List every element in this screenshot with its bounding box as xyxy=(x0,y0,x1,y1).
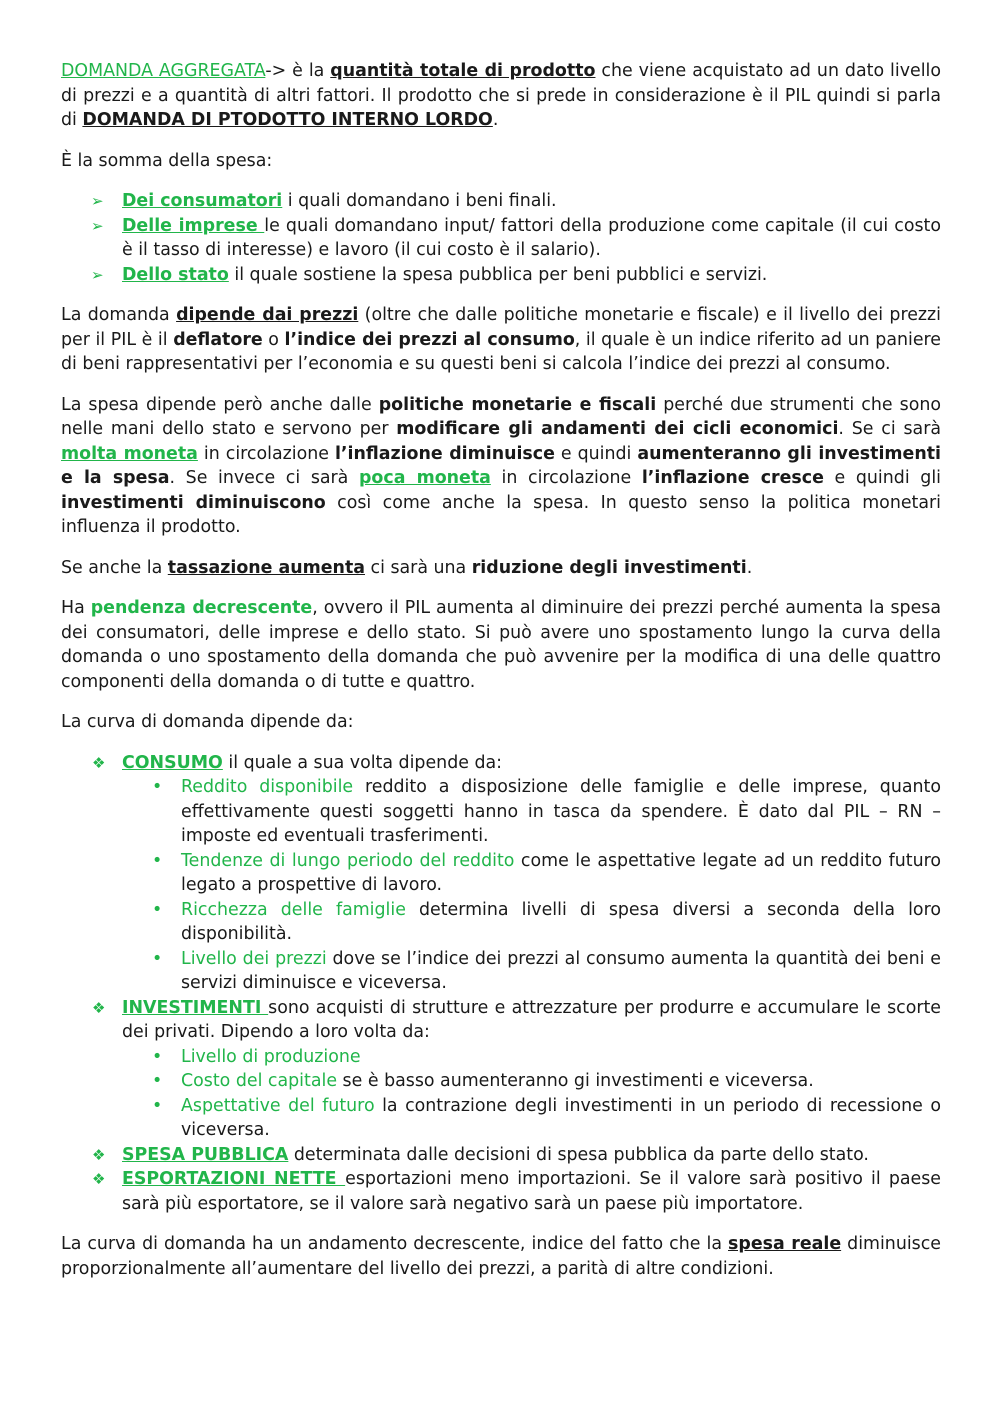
list-item xyxy=(61,263,941,288)
text: La domanda xyxy=(61,305,177,325)
list-item-term: INVESTIMENTI xyxy=(122,997,269,1018)
sublist-text: come le aspettative legate ad un reddito futuro legato a prospettive di lavoro. xyxy=(181,850,942,895)
text: . Se ci sarà xyxy=(838,419,941,439)
text: La curva di domanda ha un andamento decrescente, indice del fatto che la xyxy=(61,1234,729,1254)
list-item-esportazioni xyxy=(61,1167,941,1216)
term: riduzione degli investimenti xyxy=(471,557,747,578)
term: dipende dai prezzi xyxy=(176,305,359,325)
text: -> è la xyxy=(265,61,331,81)
consumo-sublist xyxy=(61,775,941,996)
text: . Se invece ci sarà xyxy=(169,468,359,488)
sublist-text: dove se l’indice dei prezzi al consumo aumenta la quantità dei beni e servizi diminuisce e viceversa. xyxy=(181,948,941,993)
sublist-term: Costo del capitale xyxy=(181,1071,338,1091)
term: modificare gli andamenti dei cicli economici xyxy=(396,419,839,439)
term: aumenteranno gli investimenti e la spesa xyxy=(61,443,941,488)
list-item-text: sono acquisti di strutture e attrezzature per produrre e accumulare le scorte dei privati. Dipendo a loro volta da: xyxy=(122,997,941,1042)
list-item-term: Delle imprese xyxy=(122,215,265,236)
sublist-item xyxy=(122,1045,941,1070)
paragraph-tassazione xyxy=(61,556,941,581)
investimenti-sublist xyxy=(61,1045,941,1143)
text: e quindi xyxy=(554,443,638,464)
sublist-term: Livello dei prezzi xyxy=(181,948,327,969)
paragraph-politiche xyxy=(61,393,941,540)
term: pendenza decrescente xyxy=(90,598,313,618)
list-item-consumo xyxy=(61,751,941,996)
sublist-term: Aspettative del futuro xyxy=(181,1095,375,1116)
term: investimenti diminuiscono xyxy=(61,492,326,513)
list-item-term: ESPORTAZIONI NETTE xyxy=(122,1169,346,1189)
term: molta moneta xyxy=(61,443,198,464)
sublist-text: determina livelli di spesa diversi a seconda della loro disponibilità. xyxy=(181,899,941,944)
text: perché due strumenti che sono nelle mani dello stato e servono per xyxy=(61,394,941,439)
text: . xyxy=(492,110,499,130)
term: l’inflazione diminuisce xyxy=(334,443,555,464)
text: , il quale è un indice riferito ad un paniere di beni rappresentativi per l’economia e su questi beni si calcola l’indice dei prezzi al consumo. xyxy=(61,329,941,374)
sublist-item xyxy=(122,849,941,898)
term-domanda-aggregata: DOMANDA AGGREGATA xyxy=(61,61,266,81)
list-item-term: SPESA PUBBLICA xyxy=(122,1144,289,1165)
text: diminuisce proporzionalmente all’aumentare del livello dei prezzi, a parità di altre condizioni. xyxy=(61,1234,941,1279)
componenti-list xyxy=(61,751,941,1217)
term: l’inflazione cresce xyxy=(641,468,824,488)
term-domanda-pil: DOMANDA DI PTODOTTO INTERNO LORDO xyxy=(82,110,493,130)
text: , ovvero il PIL aumenta al diminuire dei prezzi perché aumenta la spesa dei consumatori, delle imprese e dello stato. Si può avere uno spostamento lungo la curva della domanda o uno spostamento della domanda che può avvenire per la modifica di una delle quattro componenti della domanda o di tutte e quattro. xyxy=(61,598,942,692)
list-item-text: i quali domandano i beni finali. xyxy=(282,191,557,211)
list-item-spesa-pubblica xyxy=(61,1143,941,1168)
text: Se anche la xyxy=(61,557,168,578)
sublist-term: Tendenze di lungo periodo del reddito xyxy=(181,850,515,871)
text: o xyxy=(262,329,285,350)
text: così come anche la spesa. In questo senso la politica monetari influenza il prodotto. xyxy=(61,492,941,537)
term: poca moneta xyxy=(358,468,491,488)
list-item-term: Dei consumatori xyxy=(122,191,283,211)
sublist-text: se è basso aumenteranno gi investimenti e viceversa. xyxy=(337,1071,814,1091)
text: in circolazione xyxy=(490,468,642,488)
term: deflatore xyxy=(173,329,263,350)
list-item xyxy=(61,189,941,214)
text: . xyxy=(746,557,753,578)
list-item-text: esportazioni meno importazioni. Se il valore sarà positivo il paese sarà più esportatore, se il valore sarà negativo sarà un paese più importatore. xyxy=(122,1169,941,1214)
text: ci sarà una xyxy=(365,557,472,578)
spesa-list xyxy=(61,189,941,287)
text: che viene acquistato ad un dato livello di prezzi e a quantità di altri fattori. Il prodotto che si prede in considerazione è il PIL quindi si parla di xyxy=(61,61,942,130)
term-quantita-totale: quantità totale di prodotto xyxy=(330,61,596,81)
text: La spesa dipende però anche dalle xyxy=(61,394,379,415)
sublist-item xyxy=(122,1094,941,1143)
paragraph-curva-dipende: La curva di domanda dipende da: xyxy=(61,712,354,732)
text: in circolazione xyxy=(197,443,335,464)
text: (oltre che dalle politiche monetarie e fiscale) e il livello dei prezzi per il PIL è il xyxy=(61,305,942,350)
paragraph-pendenza xyxy=(61,596,941,694)
list-item-text: determinata dalle decisioni di spesa pubblica da parte dello stato. xyxy=(288,1144,869,1165)
term: tassazione aumenta xyxy=(167,557,365,578)
sublist-text: la contrazione degli investimenti in un periodo di recessione o viceversa. xyxy=(181,1095,941,1140)
paragraph-domanda-aggregata xyxy=(61,59,941,133)
term: politiche monetarie e fiscali xyxy=(378,394,657,415)
term: l’indice dei prezzi al consumo xyxy=(284,329,575,350)
sublist-term: Livello di produzione xyxy=(181,1046,361,1067)
text: Ha xyxy=(61,598,91,618)
paragraph-somma-spesa: È la somma della spesa: xyxy=(61,150,273,171)
document-page xyxy=(61,59,941,1297)
list-item-text: il quale sostiene la spesa pubblica per beni pubblici e servizi. xyxy=(228,264,768,285)
list-item-term: CONSUMO xyxy=(122,752,223,773)
term: spesa reale xyxy=(728,1234,842,1254)
sublist-text: reddito a disposizione delle famiglie e delle imprese, quanto effettivamente questi soggetti hanno in tasca da spendere. È dato dal PIL – RN – imposte ed eventuali trasferimenti. xyxy=(181,777,942,846)
sublist-term: Ricchezza delle famiglie xyxy=(181,899,406,920)
paragraph-conclusione xyxy=(61,1232,941,1281)
sublist-item xyxy=(122,947,941,996)
sublist-item xyxy=(122,898,941,947)
sublist-term: Reddito disponibile xyxy=(181,777,354,797)
list-item-investimenti xyxy=(61,996,941,1143)
text: e quindi gli xyxy=(823,468,941,488)
sublist-item xyxy=(122,1069,941,1094)
paragraph-prezzi xyxy=(61,303,941,377)
list-item-text: le quali domandano input/ fattori della produzione come capitale (il cui costo è il tasso di interesse) e lavoro (il cui costo è il salario). xyxy=(122,215,941,260)
list-item-text: il quale a sua volta dipende da: xyxy=(222,752,503,773)
sublist-item xyxy=(122,775,941,849)
list-item-term: Dello stato xyxy=(122,264,229,285)
list-item xyxy=(61,214,941,263)
